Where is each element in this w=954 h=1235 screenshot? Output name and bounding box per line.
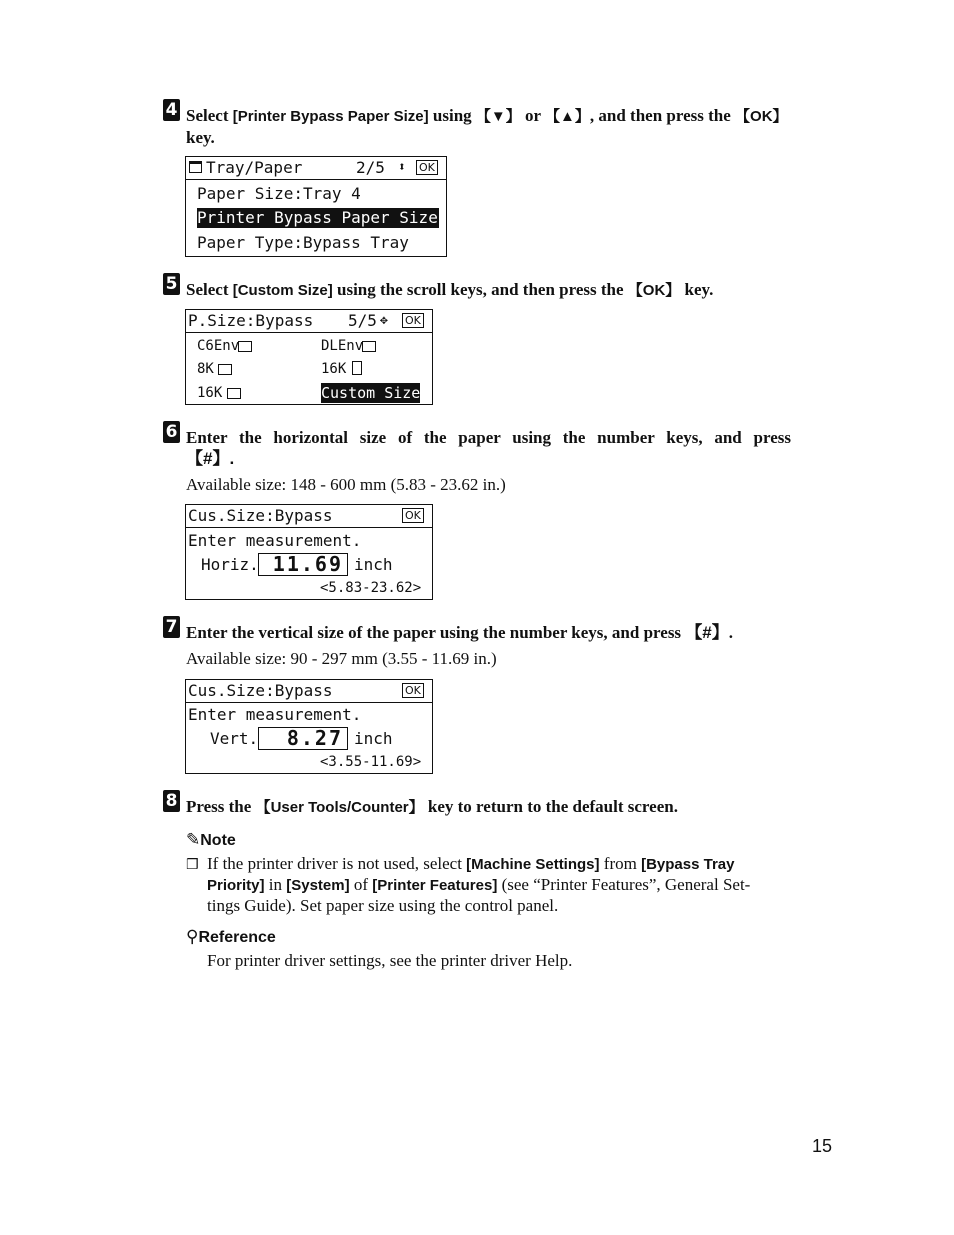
vertical-value-field: 8.27 bbox=[258, 727, 348, 750]
text: key to return to the default screen. bbox=[423, 797, 678, 816]
lcd-field-label: Vert. bbox=[210, 729, 259, 748]
lcd-unit: inch bbox=[354, 729, 393, 748]
lcd-option: DLEnv bbox=[321, 338, 364, 354]
landscape-paper-icon bbox=[238, 341, 252, 352]
text: in bbox=[264, 875, 287, 894]
reference-text: For printer driver settings, see the printer driver Help. bbox=[207, 951, 573, 970]
lcd-title: Tray/Paper bbox=[206, 158, 303, 177]
magnifier-icon: ⚲ bbox=[186, 927, 199, 947]
text: . bbox=[728, 623, 734, 642]
lcd-header bbox=[186, 505, 432, 528]
lcd-header bbox=[186, 310, 432, 333]
lcd-page: 2/5 bbox=[356, 158, 385, 177]
key-label: [Machine Settings] bbox=[466, 856, 600, 873]
lcd-prompt: Enter measurement. bbox=[188, 705, 362, 724]
text: (see “Printer Features”, General Set- bbox=[497, 875, 751, 894]
key-label: [Custom Size] bbox=[232, 282, 333, 299]
lcd-prompt: Enter measurement. bbox=[188, 531, 362, 550]
note-bullet-icon: ❒ bbox=[186, 857, 199, 873]
lcd-screen-horizontal-size bbox=[185, 504, 433, 600]
ok-icon: OK bbox=[402, 313, 424, 328]
text: Note bbox=[200, 832, 236, 849]
lcd-option: 16K bbox=[321, 361, 347, 377]
landscape-paper-icon bbox=[218, 364, 232, 375]
step-number-4: 4 bbox=[163, 99, 180, 121]
step-8-instruction bbox=[186, 796, 806, 818]
lcd-screen-tray-paper bbox=[185, 156, 447, 257]
lcd-screen-vertical-size bbox=[185, 679, 433, 774]
lcd-item: Paper Type:Bypass Tray bbox=[197, 233, 409, 252]
lcd-header bbox=[186, 157, 446, 180]
up-down-arrow-icon: ⬍ bbox=[398, 160, 406, 175]
lcd-option: 8K bbox=[197, 361, 214, 377]
lcd-option: C6Env bbox=[197, 338, 240, 354]
lcd-item-selected: Printer Bypass Paper Size bbox=[197, 208, 438, 227]
reference-heading bbox=[186, 927, 276, 948]
lcd-screen-paper-size bbox=[185, 309, 433, 405]
lcd-page: 5/5 bbox=[348, 311, 377, 330]
key-label: [Printer Features] bbox=[372, 877, 498, 894]
text: Select bbox=[186, 280, 233, 299]
text: Enter the vertical size of the paper using the number keys, and press bbox=[186, 623, 686, 642]
text: tings Guide). Set paper size using the control panel. bbox=[207, 896, 559, 915]
ok-key-label: 【OK】 bbox=[627, 282, 681, 299]
step-number-5: 5 bbox=[163, 273, 180, 295]
lcd-range: <5.83-23.62> bbox=[320, 580, 422, 596]
landscape-paper-icon bbox=[362, 341, 376, 352]
step-6-instruction bbox=[186, 427, 791, 469]
ok-icon: OK bbox=[402, 508, 424, 523]
step-number-7: 7 bbox=[163, 616, 180, 638]
lcd-item: Paper Size:Tray 4 bbox=[197, 184, 361, 203]
text: or bbox=[520, 106, 546, 125]
ok-icon: OK bbox=[416, 160, 438, 175]
note-heading bbox=[186, 830, 236, 851]
step-7-instruction bbox=[186, 622, 826, 643]
lcd-option-selected: Custom Size bbox=[321, 384, 421, 402]
text: of bbox=[349, 875, 373, 894]
note-item bbox=[207, 854, 797, 916]
text: If the printer driver is not used, select bbox=[207, 854, 467, 873]
key-label: [Printer Bypass Paper Size] bbox=[232, 108, 429, 125]
landscape-paper-icon bbox=[227, 388, 241, 399]
portrait-paper-icon bbox=[352, 361, 362, 375]
text: , and then press the bbox=[589, 106, 736, 125]
four-way-arrow-icon: ✥ bbox=[380, 313, 388, 328]
lcd-range: <3.55-11.69> bbox=[320, 754, 422, 770]
key-label: [Bypass Tray bbox=[641, 856, 735, 873]
text: from bbox=[599, 854, 642, 873]
horizontal-value-field: 11.69 bbox=[258, 553, 348, 576]
lcd-option: 16K bbox=[197, 385, 223, 401]
ok-key-label: 【OK】 bbox=[735, 108, 788, 125]
step-number-6: 6 bbox=[163, 421, 180, 443]
down-key-label: 【▼】 bbox=[475, 108, 521, 125]
user-tools-key-label: 【User Tools/Counter】 bbox=[255, 799, 424, 816]
hash-key-label: 【#】. bbox=[186, 449, 235, 468]
text: using bbox=[428, 106, 476, 125]
step-5-instruction bbox=[186, 279, 806, 301]
lcd-header bbox=[186, 680, 432, 703]
text: key. bbox=[680, 280, 714, 299]
text: Reference bbox=[198, 929, 276, 946]
lcd-field-label: Horiz. bbox=[201, 555, 259, 574]
menu-icon bbox=[189, 161, 202, 173]
hash-key-label: 【#】 bbox=[685, 623, 729, 642]
step-6-available-size: Available size: 148 - 600 mm (5.83 - 23.62 in.) bbox=[186, 475, 506, 494]
step-7-available-size: Available size: 90 - 297 mm (3.55 - 11.69 in.) bbox=[186, 649, 497, 668]
text: using the scroll keys, and then press the bbox=[332, 280, 628, 299]
step-4-instruction bbox=[186, 105, 806, 148]
lcd-title: P.Size:Bypass bbox=[188, 311, 314, 330]
text: key. bbox=[186, 128, 215, 147]
pencil-icon: ✎ bbox=[186, 830, 201, 850]
lcd-unit: inch bbox=[354, 555, 393, 574]
lcd-title: Cus.Size:Bypass bbox=[188, 506, 333, 525]
ok-icon: OK bbox=[402, 683, 424, 698]
text: Enter the horizontal size of the paper using the number keys, and press bbox=[186, 428, 791, 447]
key-label: Priority] bbox=[207, 877, 265, 894]
lcd-title: Cus.Size:Bypass bbox=[188, 681, 333, 700]
step-number-8: 8 bbox=[163, 790, 180, 812]
key-label: [System] bbox=[286, 877, 350, 894]
page-number: 15 bbox=[812, 1136, 833, 1156]
text: Select bbox=[186, 106, 233, 125]
text: Press the bbox=[186, 797, 256, 816]
up-key-label: 【▲】 bbox=[545, 108, 590, 125]
